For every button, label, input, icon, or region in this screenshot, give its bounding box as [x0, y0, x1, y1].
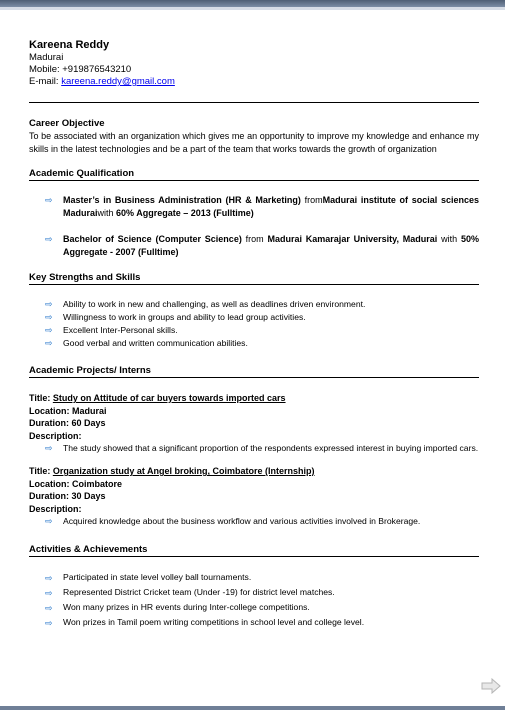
project-description-list	[29, 442, 479, 455]
right-arrow-icon: ⇨	[45, 618, 53, 628]
project-duration-row	[29, 490, 479, 503]
list-item	[29, 324, 479, 337]
project-duration: 60 Days	[71, 418, 106, 428]
header-divider	[29, 102, 479, 103]
location-label: Location:	[29, 405, 72, 416]
list-item	[29, 515, 479, 528]
degree-score: 60% Aggregate – 2013 (Fulltime)	[116, 207, 254, 218]
qualification-item	[29, 233, 479, 258]
project-description-list	[29, 515, 479, 528]
project-title-row	[29, 465, 479, 478]
project-location: Coimbatore	[72, 478, 123, 489]
strengths-divider	[29, 284, 479, 285]
from-text: from	[300, 195, 323, 205]
right-arrow-icon: ⇨	[45, 588, 53, 598]
list-item-text: Represented District Cricket team (Under -19) for district level matches.	[63, 587, 335, 597]
project-location-row	[29, 405, 479, 418]
list-item	[29, 600, 479, 615]
list-item-text: Willingness to work in groups and ability to lead group activities.	[63, 312, 306, 322]
list-item	[29, 337, 479, 350]
from-text: from	[241, 234, 268, 244]
list-item	[29, 615, 479, 630]
right-arrow-icon: ⇨	[45, 443, 53, 453]
duration-label: Duration:	[29, 418, 72, 428]
candidate-mobile: Mobile: +919876543210	[29, 64, 132, 75]
degree-name: Bachelor of Science (Computer Science)	[63, 234, 242, 244]
project-description-label: Description:	[29, 430, 82, 441]
title-label: Title:	[29, 466, 53, 476]
candidate-city: Madurai	[29, 52, 64, 63]
degree-score: 50% Aggregate - 2007 (Fulltime)	[63, 234, 479, 257]
project-duration: 30 Days	[71, 491, 106, 501]
project-block	[29, 465, 479, 528]
right-arrow-icon: ⇨	[45, 573, 53, 583]
list-item	[29, 311, 479, 324]
location-label: Location:	[29, 478, 72, 489]
right-arrow-icon: ⇨	[45, 325, 53, 335]
list-item	[29, 442, 479, 455]
right-arrow-icon: ⇨	[45, 195, 53, 205]
career-objective-text: To be associated with an organization which gives me an opportunity to improve my knowledge and enhance my skills in the latest technologies and be a part of the team that works towards the growth of organization	[29, 131, 479, 154]
career-objective-heading: Career Objective	[29, 118, 105, 129]
projects-divider	[29, 377, 479, 378]
project-block	[29, 392, 479, 455]
right-arrow-icon: ⇨	[45, 299, 53, 309]
bottom-border	[0, 706, 505, 710]
activities-divider	[29, 556, 479, 557]
list-item	[29, 570, 479, 585]
email-label: E-mail:	[29, 76, 62, 87]
title-label: Title:	[29, 393, 53, 403]
project-description: The study showed that a significant proportion of the respondents expressed interest in buying imported cars.	[63, 443, 479, 453]
project-title: Study on Attitude of car buyers towards imported cars	[52, 393, 286, 403]
list-item-text: Excellent Inter-Personal skills.	[63, 325, 178, 335]
right-arrow-icon: ⇨	[45, 312, 53, 322]
activities-list	[29, 570, 479, 630]
with-text: with	[437, 234, 461, 244]
right-arrow-icon: ⇨	[45, 234, 53, 244]
institute-name: Madurai institute of social sciences Madurai	[63, 195, 479, 218]
project-title: Organization study at Angel broking, Coimbatore (Internship)	[52, 466, 315, 476]
qualification-item	[29, 194, 479, 219]
right-arrow-icon: ⇨	[45, 338, 53, 348]
projects-heading: Academic Projects/ Interns	[29, 365, 151, 376]
right-arrow-icon: ⇨	[45, 603, 53, 613]
candidate-name: Kareena Reddy	[29, 39, 110, 51]
strengths-heading: Key Strengths and Skills	[29, 272, 141, 283]
top-border	[0, 0, 505, 7]
qualification-list	[29, 194, 479, 258]
list-item	[29, 585, 479, 600]
next-arrow-icon[interactable]	[481, 678, 501, 694]
qualification-divider	[29, 180, 479, 181]
project-description-label: Description:	[29, 503, 82, 514]
list-item-text: Won many prizes in HR events during Inter-college competitions.	[63, 602, 310, 612]
project-location-row	[29, 478, 479, 491]
activities-heading: Activities & Achievements	[29, 544, 148, 555]
list-item-text: Participated in state level volley ball tournaments.	[63, 572, 252, 582]
institute-name: Madurai Kamarajar University, Madurai	[267, 234, 438, 244]
candidate-email-row	[29, 76, 479, 88]
right-arrow-icon: ⇨	[45, 516, 53, 526]
degree-name: Master’s in Business Administration (HR & Marketing)	[63, 195, 301, 205]
list-item-text: Won prizes in Tamil poem writing competitions in school level and college level.	[63, 617, 365, 627]
project-location: Madurai	[72, 405, 107, 416]
top-border-highlight	[0, 7, 505, 10]
project-duration-row	[29, 417, 479, 430]
email-link[interactable]: kareena.reddy@gmail.com	[61, 76, 175, 87]
project-title-row	[29, 392, 479, 405]
project-description: Acquired knowledge about the business workflow and various activities involved in Brokerage.	[63, 516, 421, 526]
duration-label: Duration:	[29, 491, 72, 501]
list-item	[29, 298, 479, 311]
strengths-list	[29, 298, 479, 350]
list-item-text: Ability to work in new and challenging, as well as deadlines driven environment.	[63, 299, 366, 309]
resume-page	[29, 39, 479, 630]
qualification-heading: Academic Qualification	[29, 168, 135, 179]
list-item-text: Good verbal and written communication abilities.	[63, 338, 248, 348]
with-text: with	[97, 207, 117, 218]
